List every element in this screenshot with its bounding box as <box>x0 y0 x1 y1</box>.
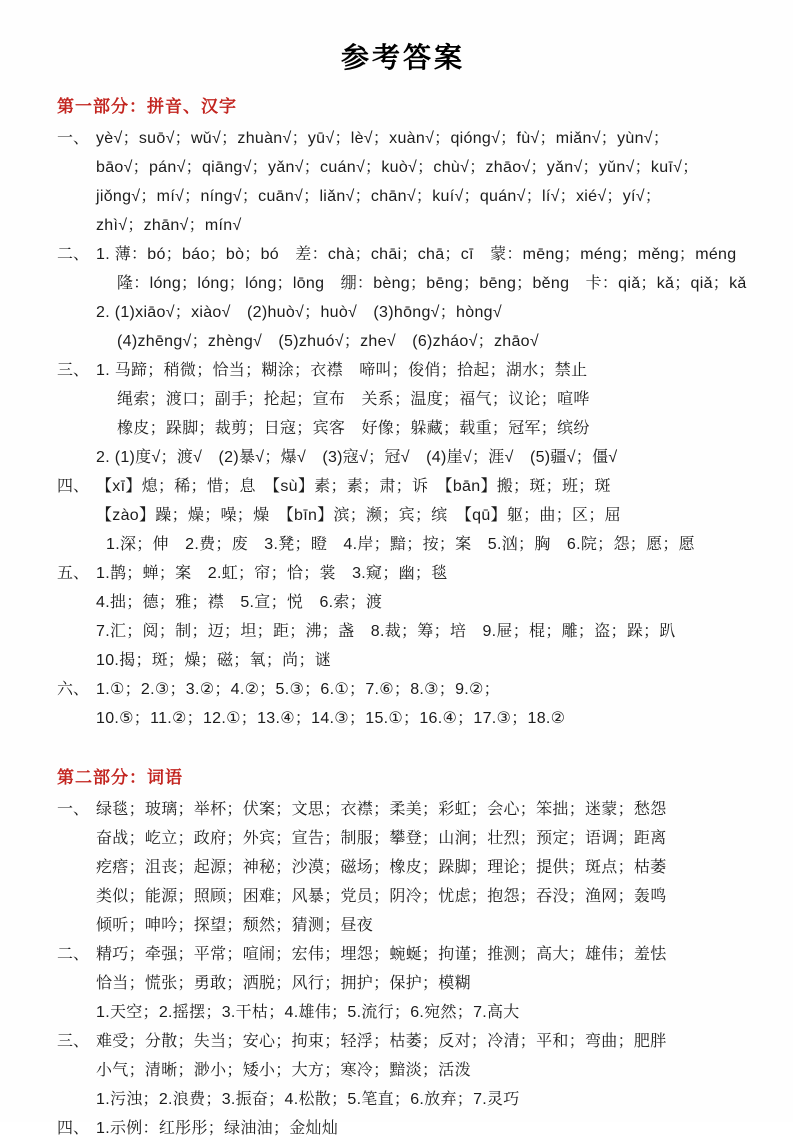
answer-line: 橡皮；跺脚；裁剪；日寇；宾客 好像；躲藏；载重；冠军；缤纷 <box>117 420 590 437</box>
answer-line: 10.揭；斑；燥；磁；氧；尚；谜 <box>96 652 332 669</box>
answer-line: 倾听；呻吟；探望；颓然；猜测；昼夜 <box>96 917 374 934</box>
answer-line: 1.鹊；蝉；案 2.虹；帘；恰；裳 3.窥；幽；毯 <box>96 565 448 582</box>
answer-item-p1-4 <box>57 472 749 559</box>
answer-line: bāo√；pán√；qiāng√；yǎn√；cuán√；kuò√；chù√；zhāo√；yǎn√；yǔn√；kuī√； <box>96 159 699 176</box>
answer-line: 7.汇；阅；制；迈；坦；距；沸；盏 8.裁；筹；培 9.屉；棍；雕；盗；跺；趴 <box>96 623 676 640</box>
answer-line: 疙瘩；沮丧；起源；神秘；沙漠；磁场；橡皮；跺脚；理论；提供；斑点；枯萎 <box>96 859 667 876</box>
item-content <box>96 795 749 940</box>
answer-line: 10.⑤；11.②；12.①；13.④；14.③；15.①；16.④；17.③；18.② <box>96 710 566 727</box>
item-content <box>96 356 749 472</box>
answer-line: 恰当；慌张；勇敢；洒脱；风行；拥护；保护；模糊 <box>96 975 471 992</box>
item-number-label: 一、 <box>57 801 90 818</box>
answer-line: 1.天空；2.摇摆；3.干枯；4.雄伟；5.流行；6.宛然；7.高大 <box>96 1004 520 1021</box>
item-content <box>96 1114 749 1143</box>
item-number-label: 二、 <box>57 246 90 263</box>
answer-line: 1. 薄：bó；báo；bò；bó 差：chà；chāi；chā；cī 蒙：mēng；méng；měng；méng <box>96 246 737 263</box>
answer-line: yè√；suō√；wǔ√；zhuàn√；yū√；lè√；xuàn√；qióng√；fù√；miǎn√；yùn√； <box>96 130 670 147</box>
item-number-label: 二、 <box>57 946 90 963</box>
answer-line: (4)zhēng√；zhèng√ (5)zhuó√；zhe√ (6)zháo√；zhāo√ <box>117 333 539 350</box>
item-number-label: 三、 <box>57 1033 90 1050</box>
answer-line: 1.①；2.③；3.②；4.②；5.③；6.①；7.⑥；8.③；9.②； <box>96 681 500 698</box>
answer-line: jiǒng√；mí√；níng√；cuān√；liǎn√；chān√；kuí√；quán√；lí√；xié√；yí√； <box>96 188 662 205</box>
answer-line: 1.深；伸 2.费；废 3.凳；瞪 4.岸；黯；按；案 5.汹；胸 6.院；怨；愿；愿 <box>106 536 695 553</box>
answer-item-p1-5 <box>57 559 749 675</box>
answer-line: 2. (1)度√；渡√ (2)暴√；爆√ (3)寇√；冠√ (4)崖√；涯√ (5)疆√；僵√ <box>96 449 618 466</box>
answer-line: 2. (1)xiāo√；xiào√ (2)huò√；huò√ (3)hōng√；hòng√ <box>96 304 502 321</box>
answer-line: 1.示例：红彤彤；绿油油；金灿灿 <box>96 1120 339 1137</box>
answer-item-p1-1 <box>57 124 749 240</box>
answer-line: 绿毯；玻璃；举杯；伏案；文思；衣襟；柔美；彩虹；会心；笨拙；迷蒙；愁怨 <box>96 801 667 818</box>
answer-line: 4.拙；德；雅；襟 5.宣；悦 6.索；渡 <box>96 594 383 611</box>
item-number-label: 四、 <box>57 1120 90 1137</box>
part2-header: 第二部分：词语 <box>57 768 183 787</box>
item-content <box>96 559 749 675</box>
answer-line: 奋战；屹立；政府；外宾；宣告；制服；攀登；山涧；壮烈；预定；语调；距离 <box>96 830 667 847</box>
answer-item-p2-3 <box>57 1027 749 1114</box>
answer-line: 1.污浊；2.浪费；3.振奋；4.松散；5.笔直；6.放弃；7.灵巧 <box>96 1091 520 1108</box>
answer-item-p2-1 <box>57 795 749 940</box>
item-number-label: 一、 <box>57 130 90 147</box>
item-content <box>96 240 749 356</box>
item-content <box>96 940 749 1027</box>
part1-header: 第一部分：拼音、汉字 <box>57 97 237 116</box>
item-content <box>96 1027 749 1114</box>
answer-item-p1-6 <box>57 675 749 733</box>
item-number-label: 三、 <box>57 362 90 379</box>
answer-line: 隆：lóng；lóng；lóng；lōng 绷：bèng；bēng；bēng；běng 卡：qiǎ；kǎ；qiǎ；kǎ <box>117 275 747 292</box>
item-number-label: 四、 <box>57 478 90 495</box>
item-content <box>96 675 749 733</box>
answer-item-p1-2 <box>57 240 749 356</box>
answer-line: 难受；分散；失当；安心；拘束；轻浮；枯萎；反对；冷清；平和；弯曲；肥胖 <box>96 1033 667 1050</box>
item-number-label: 五、 <box>57 565 90 582</box>
answer-line: 【xī】熄；稀；惜；息 【sù】素；素；肃；诉 【bān】搬；斑；班；斑 <box>96 478 611 495</box>
page-title: 参考答案 <box>340 42 465 73</box>
answer-line: 绳索；渡口；副手；抡起；宣布 关系；温度；福气；议论；喧哗 <box>117 391 590 408</box>
answer-item-p2-2 <box>57 940 749 1027</box>
answer-line: 1. 马蹄；稍微；恰当；糊涂；衣襟 啼叫；俊俏；拾起；湖水；禁止 <box>96 362 588 379</box>
answer-item-p2-4 <box>57 1114 749 1143</box>
answer-line: 精巧；牵强；平常；喧闹；宏伟；埋怨；蜿蜒；拘谨；推测；高大；雄伟；羞怯 <box>96 946 667 963</box>
item-number-label: 六、 <box>57 681 90 698</box>
answer-line: 小气；清晰；渺小；矮小；大方；寒冷；黯淡；活泼 <box>96 1062 471 1079</box>
item-content <box>96 472 749 559</box>
answer-line: 【zào】躁；燥；噪；燥 【bīn】滨；濒；宾；缤 【qū】躯；曲；区；屈 <box>96 507 621 524</box>
answer-line: zhì√；zhān√；mín√ <box>96 217 242 234</box>
item-content <box>96 124 749 240</box>
answer-item-p1-3 <box>57 356 749 472</box>
answer-line: 类似；能源；照顾；困难；风暴；党员；阴冷；忧虑；抱怨；吞没；渔网；轰鸣 <box>96 888 667 905</box>
